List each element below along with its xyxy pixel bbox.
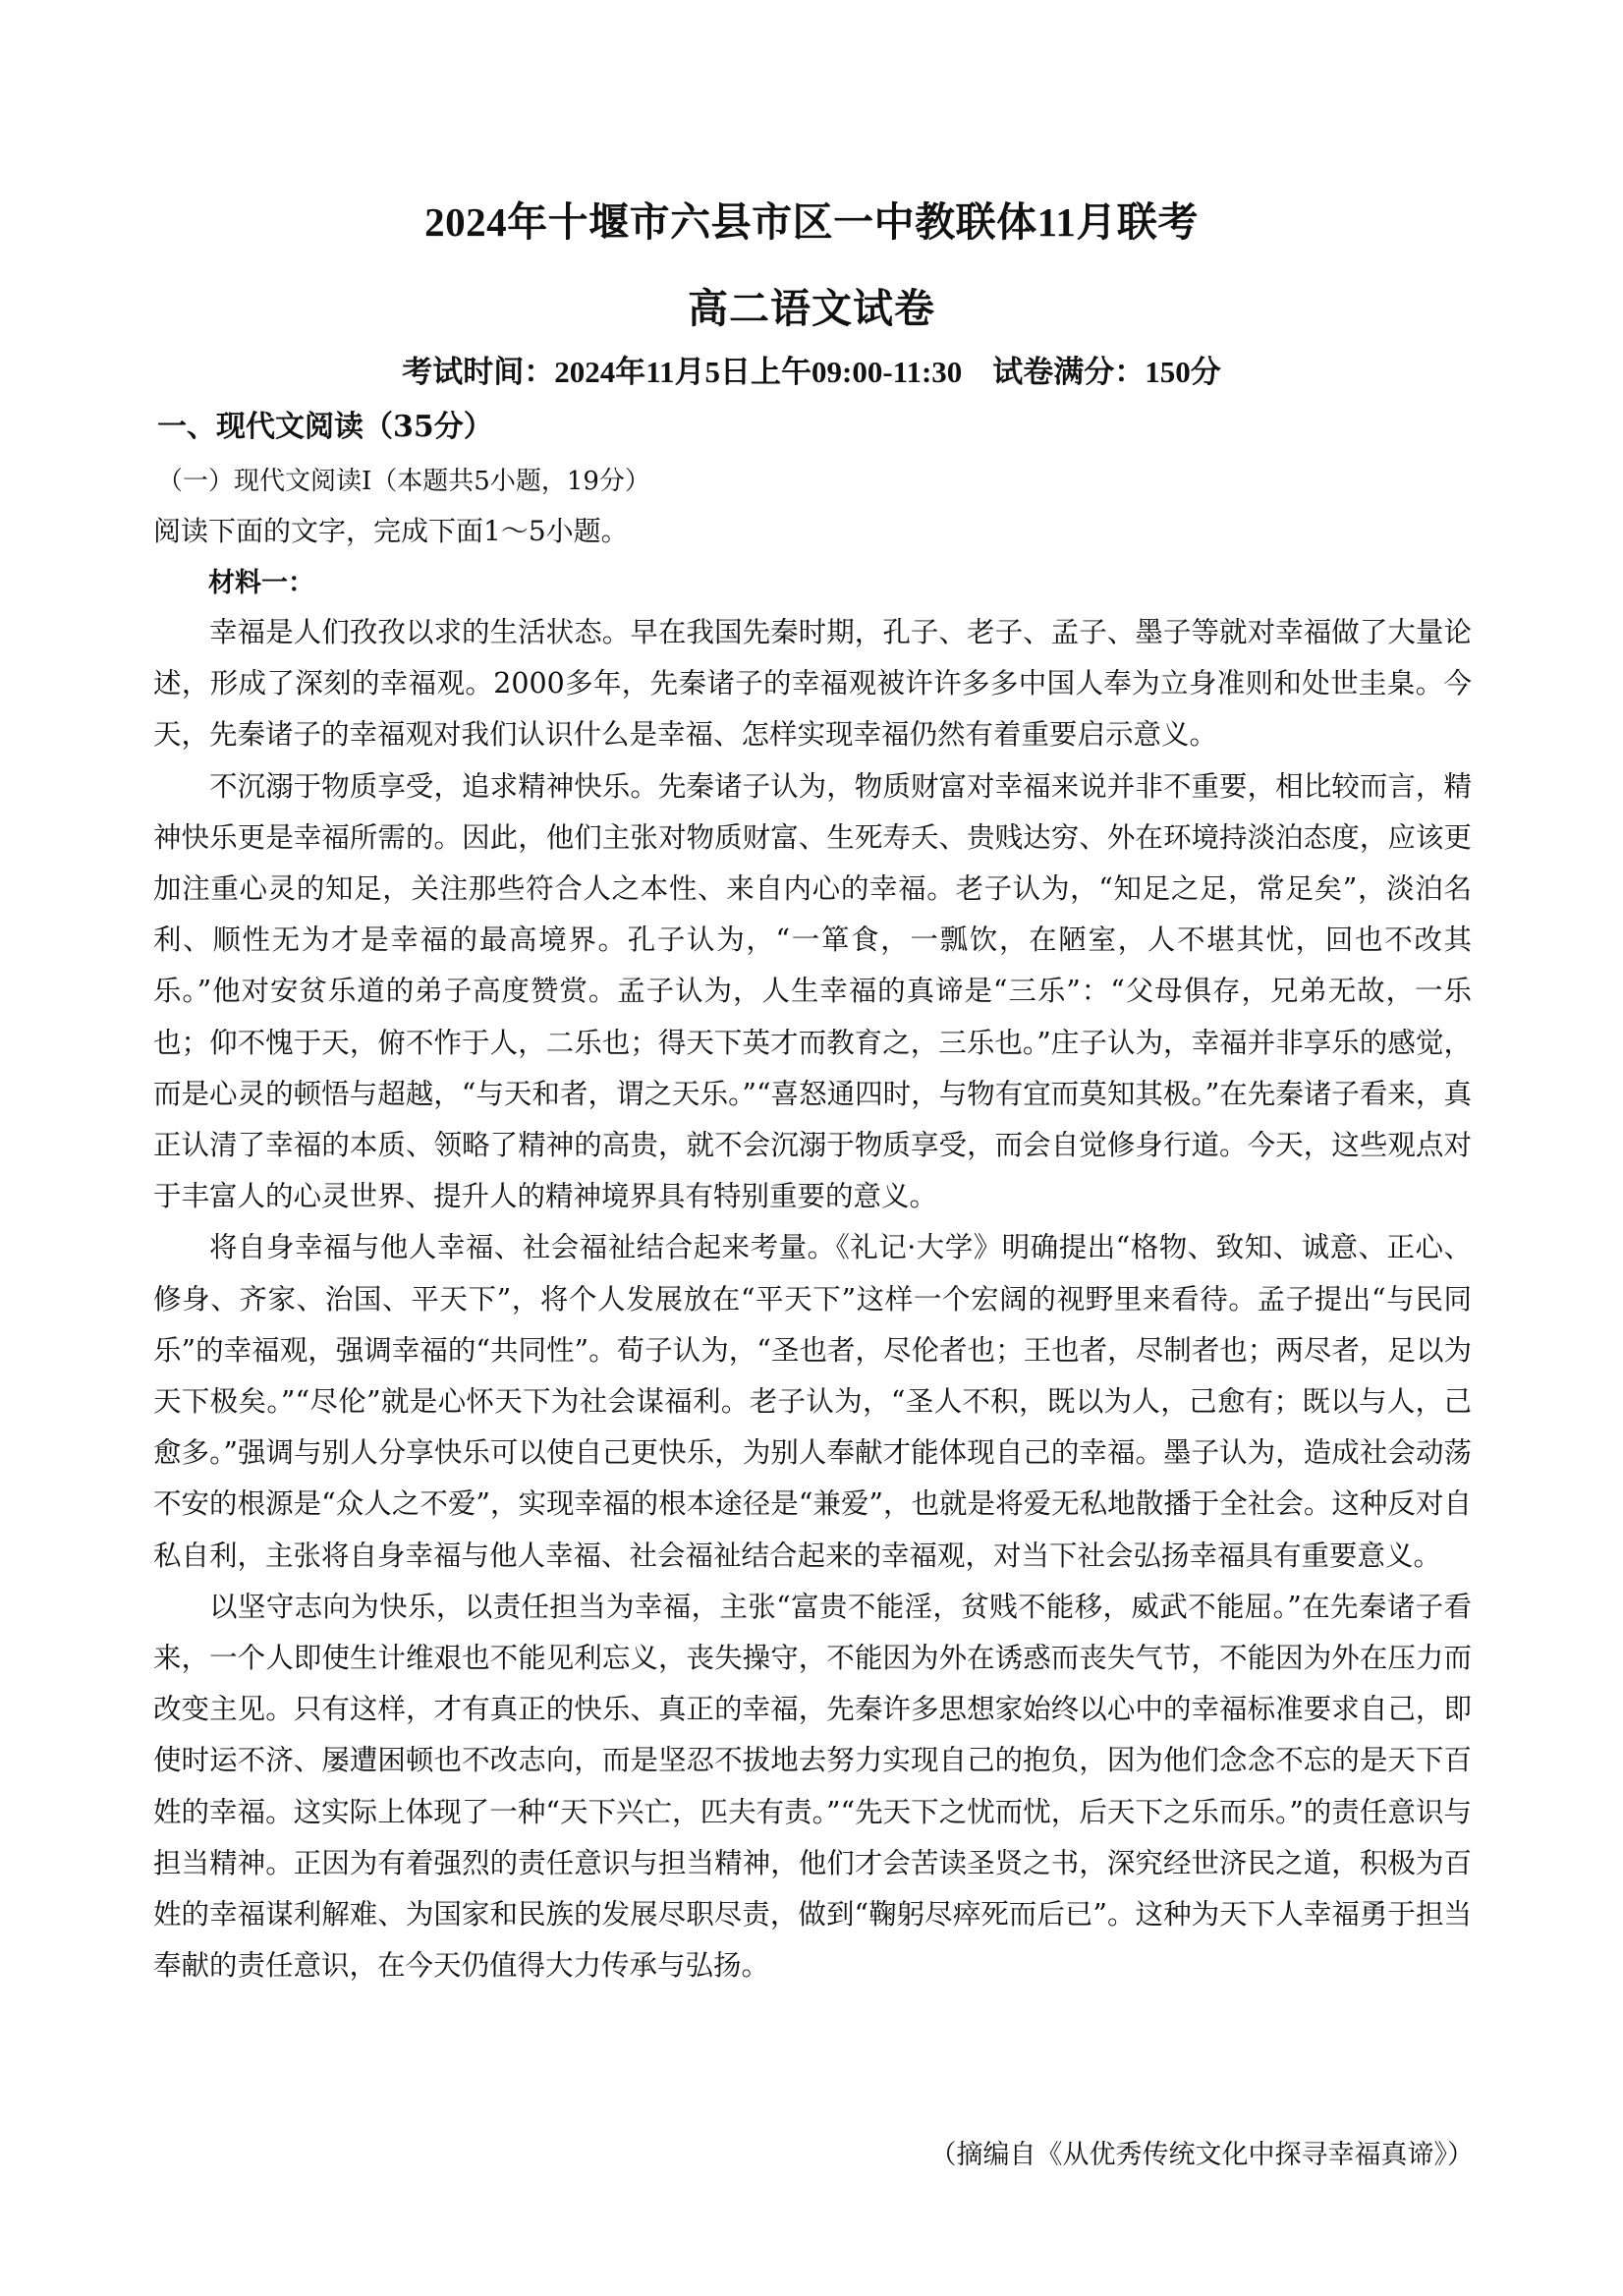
paragraph: 以坚守志向为快乐，以责任担当为幸福，主张“富贵不能淫，贫贱不能移，威武不能屈。”在先秦诸子看来，一个人即使生计维艰也不能见利忘义，丧失操守，不能因为外在诱惑而丧失气节，不能因为外在压力而改变主见。只有这样，才有真正的快乐、真正的幸福，先秦许多思想家始终以心中的幸福标准要求自己，即使时运不济、屡遭困顿也不改志向，而是坚忍不拔地去努力实现自己的抱负，因为他们念念不忘的是天下百姓的幸福。这实际上体现了一种“天下兴亡，匹夫有责。”“先天下之忧而忧，后天下之乐而乐。”的责任意识与担当精神。正因为有着强烈的责任意识与担当精神，他们才会苦读圣贤之书，深究经世济民之道，积极为百姓的幸福谋利解难、为国家和民族的发展尽职尽责，做到“鞠躬尽瘁死而后已”。这种为天下人幸福勇于担当奉献的责任意识，在今天仍值得大力传承与弘扬。 — [153, 1590, 1472, 1983]
exam-info: 考试时间：2024年11月5日上午09:00-11:30 试卷满分：150分 — [402, 355, 1221, 389]
material-label: 材料一： — [208, 568, 314, 598]
exam-title: 2024年十堰市六县市区一中教联体11月联考 — [424, 199, 1199, 245]
paragraph: 不沉溺于物质享受，追求精神快乐。先秦诸子认为，物质财富对幸福来说并非不重要，相比较而言，精神快乐更是幸福所需的。因此，他们主张对物质财富、生死寿夭、贵贱达穷、外在环境持淡泊态度，应该更加注重心灵的知足，关注那些符合人之本性、来自内心的幸福。老子认为，“知足之足，常足矣”，淡泊名利、顺性无为才是幸福的最高境界。孔子认为，“一箪食，一瓢饮，在陋室，人不堪其忧，回也不改其乐。”他对安贫乐道的弟子高度赞赏。孟子认为，人生幸福的真谛是“三乐”：“父母俱存，兄弟无故，一乐也；仰不愧于天，俯不怍于人，二乐也；得天下英才而教育之，三乐也。”庄子认为，幸福并非享乐的感觉，而是心灵的顿悟与超越，“与天和者，谓之天乐。”“喜怒通四时，与物有宜而莫知其极。”在先秦诸子看来，真正认清了幸福的本质、领略了精神的高贵，就不会沉溺于物质享受，而会自觉修身行道。今天，这些观点对于丰富人的心灵世界、提升人的精神境界具有特别重要的意义。 — [153, 769, 1472, 1213]
paper-title: 高二语文试卷 — [688, 285, 935, 332]
paragraph: 幸福是人们孜孜以求的生活状态。早在我国先秦时期，孔子、老子、孟子、墨子等就对幸福做了大量论述，形成了深刻的幸福观。2000多年，先秦诸子的幸福观被许许多多中国人奉为立身准则和处世圭臬。今天，先秦诸子的幸福观对我们认识什么是幸福、怎样实现幸福仍然有着重要启示意义。 — [153, 616, 1472, 752]
subsection-title: （一）现代文阅读Ⅰ（本题共5小题，19分） — [157, 467, 650, 496]
reading-instruction: 阅读下面的文字，完成下面1～5小题。 — [153, 515, 629, 547]
section-title: 一、现代文阅读（35分） — [157, 410, 493, 444]
paragraph: 将自身幸福与他人幸福、社会福祉结合起来考量。《礼记·大学》明确提出“格物、致知、诚意、正心、修身、齐家、治国、平天下”，将个人发展放在“平天下”这样一个宏阔的视野里来看待。孟子提出“与民同乐”的幸福观，强调幸福的“共同性”。荀子认为，“圣也者，尽伦者也；王也者，尽制者也；两尽者，足以为天下极矣。”“尽伦”就是心怀天下为社会谋福利。老子认为，“圣人不积，既以为人，己愈有；既以与人，己愈多。”强调与别人分享快乐可以使自己更快乐，为别人奉献才能体现自己的幸福。墨子认为，造成社会动荡不安的根源是“众人之不爱”，实现幸福的根本途径是“兼爱”，也就是将爱无私地散播于全社会。这种反对自私自利，主张将自身幸福与他人幸福、社会福祉结合起来的幸福观，对当下社会弘扬幸福具有重要意义。 — [153, 1231, 1472, 1572]
material-body — [153, 607, 1472, 1991]
source-citation: （摘编自《从优秀传统文化中探寻幸福真谛》） — [929, 2140, 1474, 2170]
